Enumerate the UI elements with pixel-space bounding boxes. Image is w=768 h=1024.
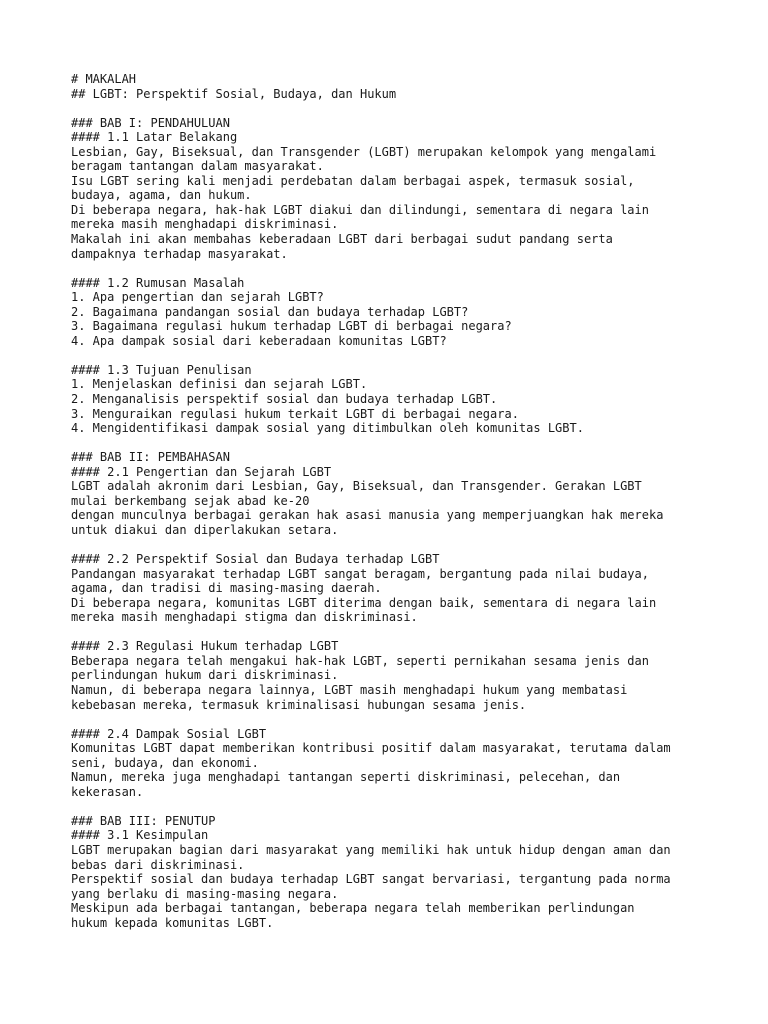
chapter-heading: ### BAB I: PENDAHULUAN [71, 115, 230, 130]
list-item: 3. Menguraikan regulasi hukum terkait LGBT di berbagai negara. [71, 406, 519, 421]
text-line: Perspektif sosial dan budaya terhadap LGBT sangat bervariasi, tergantung pada norma [71, 872, 671, 887]
subsection-heading: #### 1.3 Tujuan Penulisan [71, 362, 252, 377]
blank-line [71, 799, 731, 814]
chapter-heading: ### BAB II: PEMBAHASAN [71, 450, 230, 465]
text-line: Pandangan masyarakat terhadap LGBT sangat beragam, bergantung pada nilai budaya, [71, 566, 649, 581]
text-line: LGBT merupakan bagian dari masyarakat yang memiliki hak untuk hidup dengan aman dan [71, 842, 671, 857]
text-line: kebebasan mereka, termasuk kriminalisasi hubungan sesama jenis. [71, 697, 527, 712]
blank-line [71, 348, 731, 363]
text-line: Komunitas LGBT dapat memberikan kontribusi positif dalam masyarakat, terutama dalam [71, 741, 671, 756]
subsection-heading: #### 1.1 Latar Belakang [71, 130, 238, 145]
list-item: 2. Bagaimana pandangan sosial dan budaya terhadap LGBT? [71, 304, 469, 319]
subsection-heading: #### 1.2 Rumusan Masalah [71, 275, 245, 290]
document-body [71, 72, 731, 930]
text-line: Di beberapa negara, komunitas LGBT diterima dengan baik, sementara di negara lain [71, 595, 657, 610]
subsection-heading: #### 3.1 Kesimpulan [71, 828, 209, 843]
text-line: Meskipun ada berbagai tantangan, beberapa negara telah memberikan perlindungan [71, 901, 635, 916]
text-line: agama, dan tradisi di masing-masing daerah. [71, 581, 382, 596]
subsection-heading: #### 2.1 Pengertian dan Sejarah LGBT [71, 464, 332, 479]
list-item: 4. Mengidentifikasi dampak sosial yang ditimbulkan oleh komunitas LGBT. [71, 421, 584, 436]
text-line: kekerasan. [71, 784, 144, 799]
blank-line [71, 712, 731, 727]
blank-line [71, 538, 731, 553]
document-title: # MAKALAH [71, 72, 137, 86]
text-line: bebas dari diskriminasi. [71, 857, 245, 872]
text-line: Isu LGBT sering kali menjadi perdebatan dalam berbagai aspek, termasuk sosial, [71, 173, 635, 188]
text-line: Lesbian, Gay, Biseksual, dan Transgender (LGBT) merupakan kelompok yang mengalami [71, 144, 657, 159]
text-line: Beberapa negara telah mengakui hak-hak LGBT, seperti pernikahan sesama jenis dan [71, 653, 649, 668]
text-line: budaya, agama, dan hukum. [71, 188, 252, 203]
list-item: 3. Bagaimana regulasi hukum terhadap LGBT di berbagai negara? [71, 319, 512, 334]
text-line: beragam tantangan dalam masyarakat. [71, 159, 324, 174]
blank-line [71, 261, 731, 276]
text-line: mereka masih menghadapi stigma dan diskriminasi. [71, 610, 418, 625]
text-line: mulai berkembang sejak abad ke-20 [71, 493, 310, 508]
subsection-heading: #### 2.3 Regulasi Hukum terhadap LGBT [71, 639, 339, 654]
subsection-heading: #### 2.4 Dampak Sosial LGBT [71, 726, 267, 741]
text-line: seni, budaya, dan ekonomi. [71, 755, 259, 770]
blank-line [71, 625, 731, 640]
chapter-heading: ### BAB III: PENUTUP [71, 813, 216, 828]
text-line: mereka masih menghadapi diskriminasi. [71, 217, 339, 232]
text-line: Namun, mereka juga menghadapi tantangan seperti diskriminasi, pelecehan, dan [71, 770, 621, 785]
text-line: untuk diakui dan diperlakukan setara. [71, 522, 339, 537]
text-line: Namun, di beberapa negara lainnya, LGBT masih menghadapi hukum yang membatasi [71, 682, 628, 697]
text-line: perlindungan hukum dari diskriminasi. [71, 668, 339, 683]
blank-line [71, 101, 731, 116]
text-line: LGBT adalah akronim dari Lesbian, Gay, Biseksual, dan Transgender. Gerakan LGBT [71, 479, 642, 494]
blank-line [71, 436, 731, 451]
text-line: dengan munculnya berbagai gerakan hak asasi manusia yang memperjuangkan hak mereka [71, 508, 664, 523]
list-item: 1. Apa pengertian dan sejarah LGBT? [71, 290, 324, 305]
subsection-heading: #### 2.2 Perspektif Sosial dan Budaya terhadap LGBT [71, 552, 440, 567]
document-subtitle: ## LGBT: Perspektif Sosial, Budaya, dan Hukum [71, 86, 397, 101]
text-line: yang berlaku di masing-masing negara. [71, 886, 339, 901]
text-line: Di beberapa negara, hak-hak LGBT diakui dan dilindungi, sementara di negara lain [71, 202, 649, 217]
text-line: hukum kepada komunitas LGBT. [71, 915, 274, 930]
list-item: 4. Apa dampak sosial dari keberadaan komunitas LGBT? [71, 333, 447, 348]
text-line: dampaknya terhadap masyarakat. [71, 246, 288, 261]
list-item: 2. Menganalisis perspektif sosial dan budaya terhadap LGBT. [71, 392, 498, 407]
list-item: 1. Menjelaskan definisi dan sejarah LGBT. [71, 377, 368, 392]
text-line: Makalah ini akan membahas keberadaan LGBT dari berbagai sudut pandang serta [71, 232, 613, 247]
